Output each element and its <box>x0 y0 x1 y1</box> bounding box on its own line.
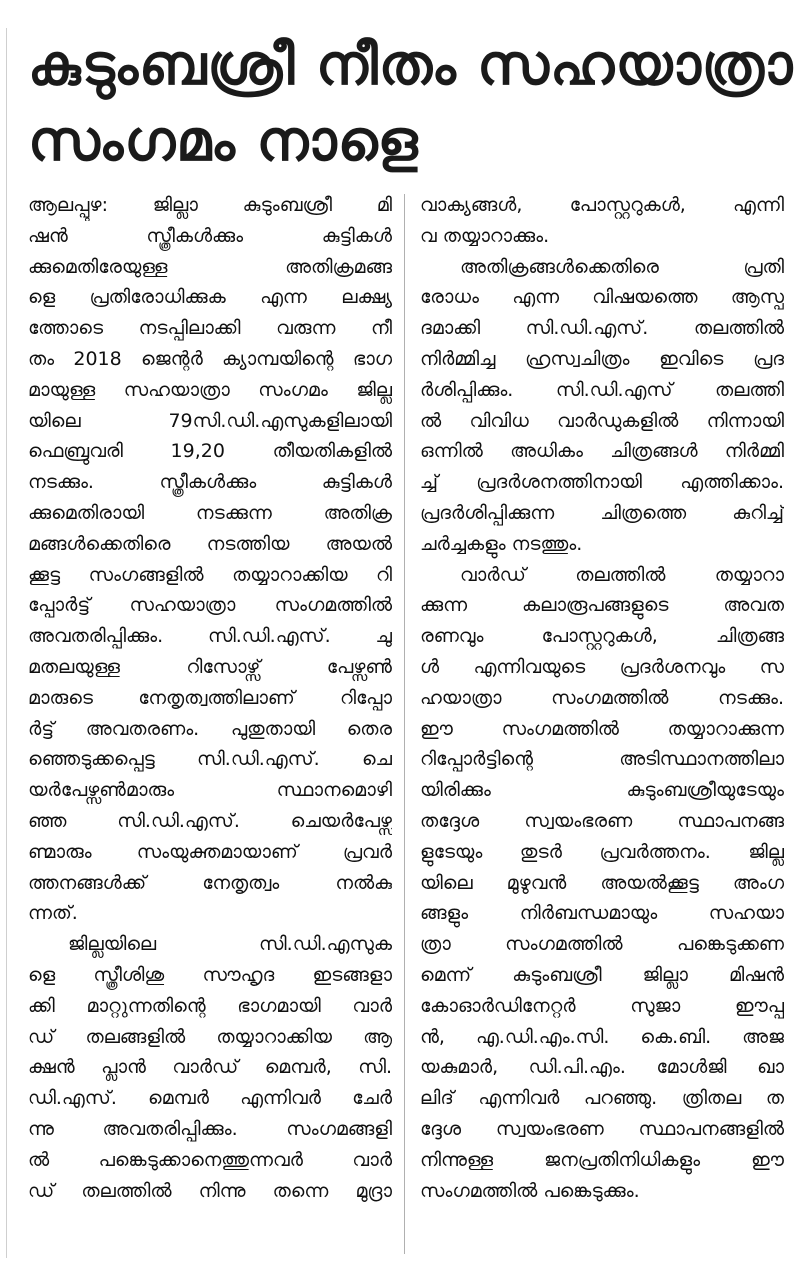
text-line: ചർച്ചകളും നടത്തും. <box>420 532 583 555</box>
text-line: മങ്ങൾക്കെതിരെ നടത്തിയ അയൽ <box>28 532 392 555</box>
text-line: ഡ് തലങ്ങളിൽ തയ്യാറാക്കിയ ആ <box>28 1025 392 1048</box>
text-line: കോഓർഡിനേറ്റർ സുജാ ഈപ്പ <box>420 994 784 1017</box>
text-line: യിലെ മുഴുവൻ അയൽക്കൂട്ട അംഗ <box>420 871 784 894</box>
text-line: ക്കുമെതിരായി നടക്കുന്ന അതിക്ര <box>28 501 392 524</box>
text-line: ക്കി മാറ്റുന്നതിന്റെ ഭാഗമായി വാർ <box>28 994 392 1017</box>
column-divider <box>404 194 405 1254</box>
text-line: ളെ പ്രതിരോധിക്കുക എന്ന ലക്ഷ്യ <box>28 286 392 309</box>
headline-line-1: കുടുംബശ്രീ നീതം സഹയാത്രാ <box>28 33 794 98</box>
text-line: വാക്യങ്ങൾ, പോസ്റ്ററുകൾ, എന്നി <box>420 194 784 216</box>
text-line: നിർമ്മിച്ച ഹ്രസ്വചിത്രം ഇവിടെ പ്രദ <box>420 347 784 370</box>
text-line: യർപേഴ്സൺമാരും സ്ഥാനമൊഴി <box>28 779 392 802</box>
text-line: ഈ സംഗമത്തിൽ തയ്യാറാക്കുന്ന <box>420 717 784 740</box>
text-line: ച്ച് പ്രദർശനത്തിനായി എത്തിക്കാം. <box>420 471 784 494</box>
text-line: പ്രദർശിപ്പിക്കുന്ന ചിത്രത്തെ കുറിച്ച് <box>420 501 784 524</box>
text-line: ഷൻ സ്ത്രീകൾക്കും കുട്ടികൾ <box>28 224 392 247</box>
text-line: നിന്നുള്ള ജനപ്രതിനിധികളും ഈ <box>420 1148 784 1171</box>
text-line: ണ്മാരും സംയുക്തമായാണ് പ്രവർ <box>28 840 392 863</box>
headline-line-2: സംഗമം നാളെ <box>28 109 419 174</box>
text-line: ആലപ്പുഴ: ജില്ലാ കുടുംബശ്രീ മി <box>28 194 392 216</box>
text-line: ൽ പങ്കെടുക്കാനെത്തുന്നവർ വാർ <box>28 1148 392 1171</box>
text-line: അതിക്രങ്ങൾക്കെതിരെ പ്രതി <box>460 255 784 278</box>
text-line: ക്ഷൻ പ്ലാൻ വാർഡ് മെമ്പർ, സി. <box>28 1056 392 1079</box>
text-line: മാരുടെ നേതൃത്വത്തിലാണ് റിപ്പോ <box>28 686 392 709</box>
text-line: യിലെ 79സി.ഡി.എസുകളിലായി <box>28 409 392 432</box>
text-line: ത്തനങ്ങൾക്ക് നേതൃത്വം നൽകു <box>28 871 392 894</box>
text-line: ളുടേയും തുടർ പ്രവർത്തനം. ജില്ല <box>420 840 784 863</box>
text-line: ഡ് തലത്തിൽ നിന്നു തന്നെ മുദ്രാ <box>28 1179 392 1202</box>
text-line: തദ്ദേശ സ്വയംഭരണ സ്ഥാപനങ്ങ <box>420 809 784 832</box>
text-line: തം 2018 ജെന്റർ ക്യാമ്പയിന്റെ ഭാഗ <box>28 347 392 370</box>
text-line: ദ്ദേശ സ്വയംഭരണ സ്ഥാപനങ്ങളിൽ <box>420 1117 784 1140</box>
text-line: ഹയാത്രാ സംഗമത്തിൽ നടക്കും. <box>420 686 784 709</box>
text-line: ഒന്നിൽ അധികം ചിത്രങ്ങൾ നിർമ്മി <box>420 440 784 463</box>
text-line: ങ്ങളും നിർബന്ധമായും സഹയാ <box>420 902 784 925</box>
text-line: ഞ്ഞ സി.ഡി.എസ്. ചെയർപേഴ്സ <box>28 809 392 832</box>
text-line: ത്രാ സംഗമത്തിൽ പങ്കെടുക്കണ <box>420 933 784 956</box>
text-line: ഞ്ഞെടുക്കപ്പെട്ട സി.ഡി.എസ്. ചെ <box>28 748 392 771</box>
text-line: രോധം എന്ന വിഷയത്തെ ആസ്പ <box>420 286 784 309</box>
text-line: ഡി.എസ്. മെമ്പർ എന്നിവർ ചേർ <box>28 1087 392 1110</box>
text-line: ൽ വിവിധ വാർഡുകളിൽ നിന്നായി <box>420 409 784 432</box>
text-line: വാർഡ് തലത്തിൽ തയ്യാറാ <box>460 563 784 586</box>
text-line: ന്നു അവതരിപ്പിക്കും. സംഗമങ്ങളി <box>28 1117 392 1140</box>
headline <box>28 28 794 180</box>
text-line: ദമാക്കി സി.ഡി.എസ്. തലത്തിൽ <box>420 317 784 340</box>
text-line: അവതരിപ്പിക്കും. സി.ഡി.എസ്. ചു <box>28 625 392 648</box>
text-line: ജില്ലയിലെ സി.ഡി.എസുക <box>68 933 392 956</box>
left-column <box>28 190 392 1265</box>
text-line: സംഗമത്തിൽ പങ്കെടുക്കും. <box>420 1179 640 1202</box>
article-body <box>28 190 788 1265</box>
page-edge-rule <box>6 28 7 1258</box>
text-line: ർട്ട് അവതരണം. പുതുതായി തെര <box>28 717 392 740</box>
text-line: ൾ എന്നിവയുടെ പ്രദർശനവും സ <box>420 655 784 678</box>
text-line: യകുമാർ, ഡി.പി.എം. മോൾജി ഖാ <box>420 1056 784 1079</box>
right-column <box>420 190 784 1265</box>
text-line: പ്പോർട്ട് സഹയാത്രാ സംഗമത്തിൽ <box>28 594 392 617</box>
text-line: ക്കുമെതിരേയുള്ള അതിക്രമങ്ങ <box>28 255 392 278</box>
text-line: നടക്കും. സ്ത്രീകൾക്കും കുട്ടികൾ <box>28 471 392 494</box>
text-line: ർശിപ്പിക്കും. സി.ഡി.എസ് തലത്തി <box>420 378 784 401</box>
text-line: ലിദ് എന്നിവർ പറഞ്ഞു. ത്രിതല ത <box>420 1087 784 1110</box>
text-line: രണവും പോസ്റ്ററുകൾ, ചിത്രങ്ങ <box>420 625 784 648</box>
text-line: ഫെബ്രുവരി 19,20 തീയതികളിൽ <box>28 440 392 463</box>
text-line: ത്തോടെ നടപ്പിലാക്കി വരുന്ന നീ <box>28 317 392 340</box>
text-line: ളെ സ്ത്രീശിശു സൗഹൃദ ഇടങ്ങളാ <box>28 963 392 986</box>
text-line: ന്നത്. <box>28 902 78 925</box>
text-line: മതലയുള്ള റിസോഴ്സ് പേഴ്സൺ <box>28 655 392 678</box>
text-line: ക്കൂട്ട സംഗങ്ങളിൽ തയ്യാറാക്കിയ റി <box>28 563 392 586</box>
text-line: മെന്ന് കുടുംബശ്രീ ജില്ലാ മിഷൻ <box>420 963 784 986</box>
text-line: യിരിക്കും കുടുംബശ്രീയുടേയും <box>420 779 784 802</box>
text-line: റിപ്പോർട്ടിന്റെ അടിസ്ഥാനത്തിലാ <box>420 748 784 771</box>
text-line: മായുള്ള സഹയാത്രാ സംഗമം ജില്ല <box>28 378 392 401</box>
text-line: വ തയ്യാറാക്കും. <box>420 224 550 247</box>
text-line: ക്കുന്ന കലാരൂപങ്ങളുടെ അവത <box>420 594 784 617</box>
text-line: ൻ, എ.ഡി.എം.സി. കെ.ബി. അജ <box>420 1025 784 1048</box>
